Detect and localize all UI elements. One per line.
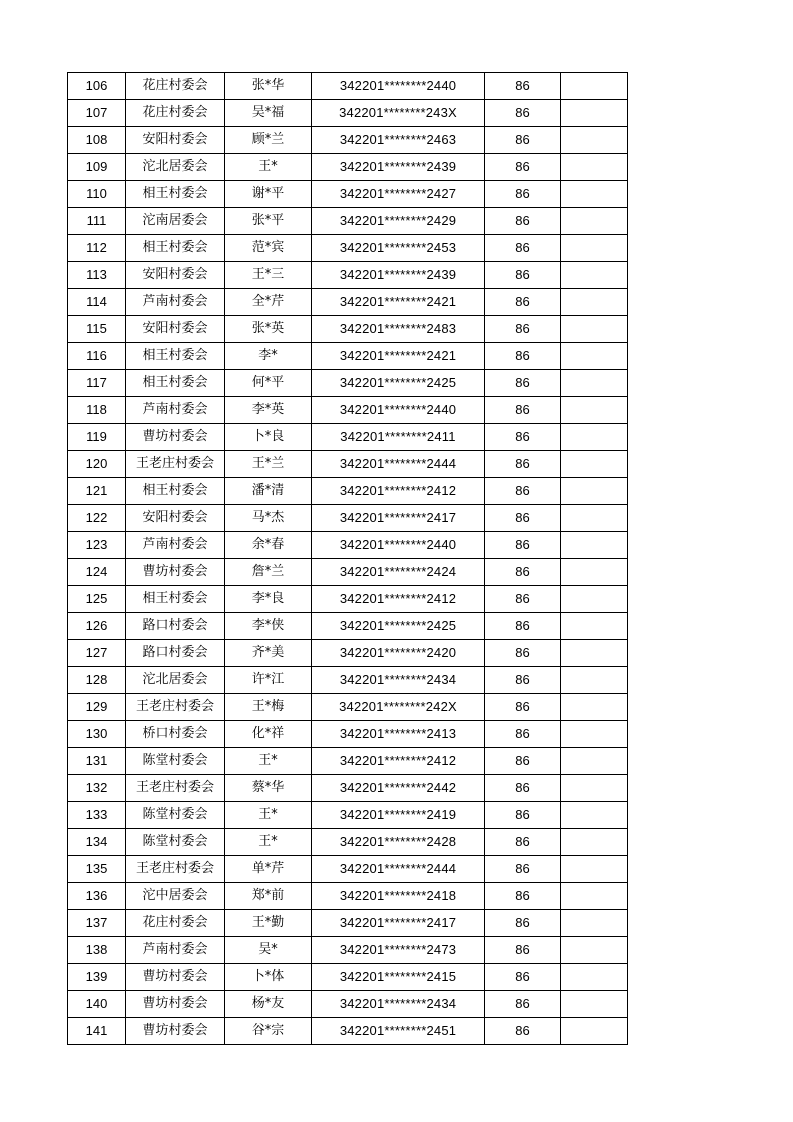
- score-cell: 86: [485, 73, 561, 100]
- id-number-cell: 342201********2442: [312, 775, 485, 802]
- id-number-cell: 342201********2440: [312, 397, 485, 424]
- remark-cell: [561, 559, 628, 586]
- person-name-cell: 吴*: [225, 937, 312, 964]
- committee-cell: 花庄村委会: [126, 910, 225, 937]
- remark-cell: [561, 478, 628, 505]
- table-row: [68, 505, 628, 532]
- person-name-cell: 卜*良: [225, 424, 312, 451]
- id-number-cell: 342201********2415: [312, 964, 485, 991]
- person-name-cell: 詹*兰: [225, 559, 312, 586]
- id-number-cell: 342201********2418: [312, 883, 485, 910]
- id-number-cell: 342201********2417: [312, 910, 485, 937]
- score-cell: 86: [485, 127, 561, 154]
- person-name-cell: 马*杰: [225, 505, 312, 532]
- remark-cell: [561, 208, 628, 235]
- row-number-cell: 120: [68, 451, 126, 478]
- remark-cell: [561, 154, 628, 181]
- remark-cell: [561, 856, 628, 883]
- table-row: [68, 829, 628, 856]
- committee-cell: 沱中居委会: [126, 883, 225, 910]
- score-cell: 86: [485, 775, 561, 802]
- row-number-cell: 135: [68, 856, 126, 883]
- committee-cell: 安阳村委会: [126, 505, 225, 532]
- committee-cell: 陈堂村委会: [126, 802, 225, 829]
- table-row: [68, 316, 628, 343]
- person-name-cell: 卜*体: [225, 964, 312, 991]
- person-name-cell: 李*英: [225, 397, 312, 424]
- person-name-cell: 王*: [225, 829, 312, 856]
- person-name-cell: 单*芹: [225, 856, 312, 883]
- remark-cell: [561, 586, 628, 613]
- score-cell: 86: [485, 289, 561, 316]
- remark-cell: [561, 883, 628, 910]
- id-number-cell: 342201********2451: [312, 1018, 485, 1045]
- committee-cell: 王老庄村委会: [126, 775, 225, 802]
- committee-cell: 相王村委会: [126, 370, 225, 397]
- score-cell: 86: [485, 451, 561, 478]
- table-row: [68, 937, 628, 964]
- score-cell: 86: [485, 181, 561, 208]
- score-cell: 86: [485, 964, 561, 991]
- score-cell: 86: [485, 505, 561, 532]
- id-number-cell: 342201********2417: [312, 505, 485, 532]
- person-name-cell: 顾*兰: [225, 127, 312, 154]
- person-name-cell: 谷*宗: [225, 1018, 312, 1045]
- committee-cell: 路口村委会: [126, 613, 225, 640]
- remark-cell: [561, 775, 628, 802]
- table-row: [68, 451, 628, 478]
- committee-cell: 相王村委会: [126, 181, 225, 208]
- row-number-cell: 116: [68, 343, 126, 370]
- person-name-cell: 李*良: [225, 586, 312, 613]
- committee-cell: 安阳村委会: [126, 262, 225, 289]
- row-number-cell: 122: [68, 505, 126, 532]
- committee-cell: 安阳村委会: [126, 316, 225, 343]
- table-row: [68, 532, 628, 559]
- table-row: [68, 991, 628, 1018]
- remark-cell: [561, 127, 628, 154]
- row-number-cell: 126: [68, 613, 126, 640]
- id-number-cell: 342201********2444: [312, 856, 485, 883]
- row-number-cell: 127: [68, 640, 126, 667]
- roster-body: [68, 73, 628, 1045]
- score-cell: 86: [485, 856, 561, 883]
- committee-cell: 曹坊村委会: [126, 559, 225, 586]
- score-cell: 86: [485, 802, 561, 829]
- committee-cell: 花庄村委会: [126, 100, 225, 127]
- committee-cell: 曹坊村委会: [126, 964, 225, 991]
- score-cell: 86: [485, 235, 561, 262]
- id-number-cell: 342201********2473: [312, 937, 485, 964]
- table-row: [68, 613, 628, 640]
- id-number-cell: 342201********2434: [312, 991, 485, 1018]
- person-name-cell: 王*: [225, 802, 312, 829]
- row-number-cell: 141: [68, 1018, 126, 1045]
- person-name-cell: 张*华: [225, 73, 312, 100]
- id-number-cell: 342201********2412: [312, 478, 485, 505]
- table-row: [68, 721, 628, 748]
- table-row: [68, 478, 628, 505]
- score-cell: 86: [485, 883, 561, 910]
- id-number-cell: 342201********2419: [312, 802, 485, 829]
- remark-cell: [561, 289, 628, 316]
- committee-cell: 桥口村委会: [126, 721, 225, 748]
- score-cell: 86: [485, 208, 561, 235]
- person-name-cell: 王*兰: [225, 451, 312, 478]
- row-number-cell: 117: [68, 370, 126, 397]
- score-cell: 86: [485, 532, 561, 559]
- score-cell: 86: [485, 991, 561, 1018]
- id-number-cell: 342201********2439: [312, 154, 485, 181]
- table-row: [68, 208, 628, 235]
- id-number-cell: 342201********2421: [312, 343, 485, 370]
- remark-cell: [561, 964, 628, 991]
- score-cell: 86: [485, 640, 561, 667]
- row-number-cell: 123: [68, 532, 126, 559]
- person-name-cell: 吴*福: [225, 100, 312, 127]
- remark-cell: [561, 991, 628, 1018]
- id-number-cell: 342201********2411: [312, 424, 485, 451]
- id-number-cell: 342201********2440: [312, 532, 485, 559]
- row-number-cell: 131: [68, 748, 126, 775]
- committee-cell: 芦南村委会: [126, 937, 225, 964]
- person-name-cell: 王*三: [225, 262, 312, 289]
- remark-cell: [561, 316, 628, 343]
- score-cell: 86: [485, 748, 561, 775]
- person-name-cell: 李*侠: [225, 613, 312, 640]
- row-number-cell: 124: [68, 559, 126, 586]
- committee-cell: 相王村委会: [126, 478, 225, 505]
- person-name-cell: 杨*友: [225, 991, 312, 1018]
- score-cell: 86: [485, 154, 561, 181]
- row-number-cell: 111: [68, 208, 126, 235]
- remark-cell: [561, 721, 628, 748]
- table-row: [68, 586, 628, 613]
- row-number-cell: 140: [68, 991, 126, 1018]
- committee-cell: 沱南居委会: [126, 208, 225, 235]
- row-number-cell: 112: [68, 235, 126, 262]
- row-number-cell: 130: [68, 721, 126, 748]
- person-name-cell: 李*: [225, 343, 312, 370]
- committee-cell: 花庄村委会: [126, 73, 225, 100]
- id-number-cell: 342201********2421: [312, 289, 485, 316]
- table-row: [68, 370, 628, 397]
- row-number-cell: 109: [68, 154, 126, 181]
- row-number-cell: 125: [68, 586, 126, 613]
- id-number-cell: 342201********2420: [312, 640, 485, 667]
- committee-cell: 王老庄村委会: [126, 451, 225, 478]
- id-number-cell: 342201********2434: [312, 667, 485, 694]
- score-cell: 86: [485, 1018, 561, 1045]
- id-number-cell: 342201********2429: [312, 208, 485, 235]
- person-name-cell: 王*勤: [225, 910, 312, 937]
- person-name-cell: 全*芹: [225, 289, 312, 316]
- score-cell: 86: [485, 100, 561, 127]
- id-number-cell: 342201********2439: [312, 262, 485, 289]
- score-cell: 86: [485, 586, 561, 613]
- score-cell: 86: [485, 613, 561, 640]
- table-row: [68, 856, 628, 883]
- remark-cell: [561, 829, 628, 856]
- row-number-cell: 129: [68, 694, 126, 721]
- table-row: [68, 424, 628, 451]
- committee-cell: 相王村委会: [126, 343, 225, 370]
- id-number-cell: 342201********2428: [312, 829, 485, 856]
- id-number-cell: 342201********2483: [312, 316, 485, 343]
- row-number-cell: 119: [68, 424, 126, 451]
- remark-cell: [561, 235, 628, 262]
- score-cell: 86: [485, 910, 561, 937]
- score-cell: 86: [485, 937, 561, 964]
- remark-cell: [561, 181, 628, 208]
- score-cell: 86: [485, 262, 561, 289]
- table-row: [68, 883, 628, 910]
- person-name-cell: 张*英: [225, 316, 312, 343]
- id-number-cell: 342201********2413: [312, 721, 485, 748]
- row-number-cell: 114: [68, 289, 126, 316]
- score-cell: 86: [485, 559, 561, 586]
- committee-cell: 芦南村委会: [126, 532, 225, 559]
- row-number-cell: 133: [68, 802, 126, 829]
- remark-cell: [561, 910, 628, 937]
- row-number-cell: 136: [68, 883, 126, 910]
- person-name-cell: 何*平: [225, 370, 312, 397]
- remark-cell: [561, 397, 628, 424]
- score-cell: 86: [485, 721, 561, 748]
- person-name-cell: 范*宾: [225, 235, 312, 262]
- row-number-cell: 128: [68, 667, 126, 694]
- row-number-cell: 115: [68, 316, 126, 343]
- table-row: [68, 910, 628, 937]
- committee-cell: 曹坊村委会: [126, 1018, 225, 1045]
- table-row: [68, 802, 628, 829]
- person-name-cell: 余*春: [225, 532, 312, 559]
- committee-cell: 安阳村委会: [126, 127, 225, 154]
- id-number-cell: 342201********2425: [312, 370, 485, 397]
- remark-cell: [561, 370, 628, 397]
- committee-cell: 芦南村委会: [126, 289, 225, 316]
- row-number-cell: 110: [68, 181, 126, 208]
- id-number-cell: 342201********2440: [312, 73, 485, 100]
- person-name-cell: 张*平: [225, 208, 312, 235]
- table-row: [68, 1018, 628, 1045]
- table-row: [68, 154, 628, 181]
- score-cell: 86: [485, 424, 561, 451]
- remark-cell: [561, 667, 628, 694]
- committee-cell: 陈堂村委会: [126, 829, 225, 856]
- row-number-cell: 137: [68, 910, 126, 937]
- committee-cell: 陈堂村委会: [126, 748, 225, 775]
- remark-cell: [561, 73, 628, 100]
- id-number-cell: 342201********2453: [312, 235, 485, 262]
- table-row: [68, 100, 628, 127]
- id-number-cell: 342201********2412: [312, 586, 485, 613]
- committee-cell: 王老庄村委会: [126, 694, 225, 721]
- table-row: [68, 775, 628, 802]
- score-cell: 86: [485, 829, 561, 856]
- remark-cell: [561, 613, 628, 640]
- row-number-cell: 121: [68, 478, 126, 505]
- id-number-cell: 342201********2425: [312, 613, 485, 640]
- table-row: [68, 397, 628, 424]
- person-name-cell: 化*祥: [225, 721, 312, 748]
- roster-table: [67, 72, 628, 1045]
- row-number-cell: 134: [68, 829, 126, 856]
- remark-cell: [561, 505, 628, 532]
- table-row: [68, 343, 628, 370]
- person-name-cell: 齐*美: [225, 640, 312, 667]
- row-number-cell: 108: [68, 127, 126, 154]
- score-cell: 86: [485, 667, 561, 694]
- row-number-cell: 106: [68, 73, 126, 100]
- id-number-cell: 342201********2424: [312, 559, 485, 586]
- table-row: [68, 640, 628, 667]
- table-row: [68, 235, 628, 262]
- remark-cell: [561, 343, 628, 370]
- remark-cell: [561, 937, 628, 964]
- score-cell: 86: [485, 478, 561, 505]
- committee-cell: 相王村委会: [126, 586, 225, 613]
- remark-cell: [561, 451, 628, 478]
- row-number-cell: 118: [68, 397, 126, 424]
- remark-cell: [561, 262, 628, 289]
- person-name-cell: 许*江: [225, 667, 312, 694]
- id-number-cell: 342201********2412: [312, 748, 485, 775]
- person-name-cell: 王*: [225, 748, 312, 775]
- remark-cell: [561, 802, 628, 829]
- committee-cell: 相王村委会: [126, 235, 225, 262]
- table-row: [68, 181, 628, 208]
- table-row: [68, 262, 628, 289]
- table-row: [68, 667, 628, 694]
- table-row: [68, 73, 628, 100]
- person-name-cell: 王*: [225, 154, 312, 181]
- person-name-cell: 谢*平: [225, 181, 312, 208]
- remark-cell: [561, 694, 628, 721]
- id-number-cell: 342201********2427: [312, 181, 485, 208]
- person-name-cell: 潘*清: [225, 478, 312, 505]
- remark-cell: [561, 424, 628, 451]
- person-name-cell: 郑*前: [225, 883, 312, 910]
- id-number-cell: 342201********2463: [312, 127, 485, 154]
- committee-cell: 沱北居委会: [126, 667, 225, 694]
- score-cell: 86: [485, 370, 561, 397]
- remark-cell: [561, 640, 628, 667]
- table-row: [68, 964, 628, 991]
- committee-cell: 芦南村委会: [126, 397, 225, 424]
- person-name-cell: 蔡*华: [225, 775, 312, 802]
- committee-cell: 王老庄村委会: [126, 856, 225, 883]
- id-number-cell: 342201********243X: [312, 100, 485, 127]
- table-row: [68, 127, 628, 154]
- row-number-cell: 113: [68, 262, 126, 289]
- id-number-cell: 342201********242X: [312, 694, 485, 721]
- table-row: [68, 748, 628, 775]
- score-cell: 86: [485, 316, 561, 343]
- table-row: [68, 289, 628, 316]
- score-cell: 86: [485, 397, 561, 424]
- remark-cell: [561, 748, 628, 775]
- row-number-cell: 138: [68, 937, 126, 964]
- person-name-cell: 王*梅: [225, 694, 312, 721]
- remark-cell: [561, 1018, 628, 1045]
- committee-cell: 曹坊村委会: [126, 424, 225, 451]
- table-row: [68, 694, 628, 721]
- table-row: [68, 559, 628, 586]
- committee-cell: 路口村委会: [126, 640, 225, 667]
- row-number-cell: 107: [68, 100, 126, 127]
- row-number-cell: 139: [68, 964, 126, 991]
- score-cell: 86: [485, 343, 561, 370]
- row-number-cell: 132: [68, 775, 126, 802]
- remark-cell: [561, 100, 628, 127]
- remark-cell: [561, 532, 628, 559]
- score-cell: 86: [485, 694, 561, 721]
- committee-cell: 沱北居委会: [126, 154, 225, 181]
- committee-cell: 曹坊村委会: [126, 991, 225, 1018]
- id-number-cell: 342201********2444: [312, 451, 485, 478]
